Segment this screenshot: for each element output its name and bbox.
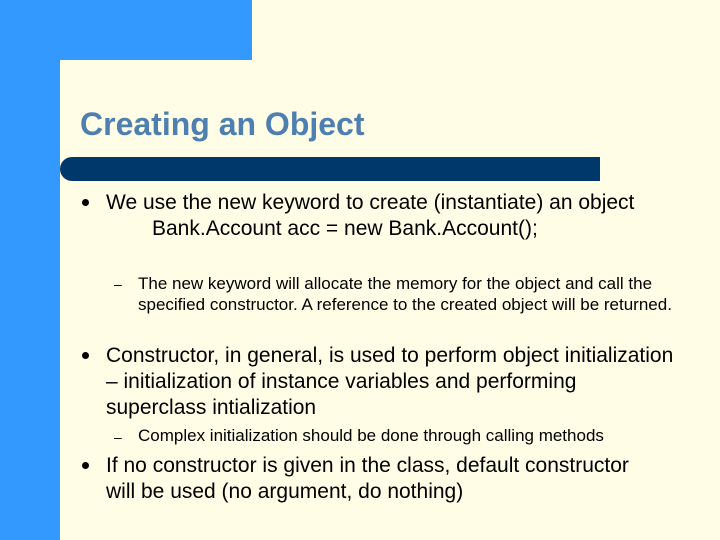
bullet-dot — [82, 199, 89, 206]
bullet-text-2: Constructor, in general, is used to perform object initialization – initialization of instance variables and performing superclass intialization — [106, 344, 674, 419]
bullet-dot — [82, 462, 89, 469]
code-example: Bank.Account acc = new Bank.Account(); — [152, 217, 538, 240]
bullet-dot — [82, 352, 89, 359]
sub-bullet-dash: – — [114, 276, 122, 292]
title-underline-bar — [60, 157, 600, 181]
sub-bullet-text-2: Complex initialization should be done through calling methods — [138, 426, 604, 445]
slide-title: Creating an Object — [80, 106, 365, 142]
bullet-text-1 — [106, 190, 696, 242]
left-sidebar-decoration — [0, 0, 60, 540]
bullet-1-text: We use the new keyword to create (instantiate) an object — [106, 191, 635, 214]
sub-bullet-text-1: The new keyword will allocate the memory for the object and call the specified constructor. A reference to the created object will be returned. — [138, 274, 672, 314]
sub-bullet-dash: – — [114, 429, 122, 445]
bullet-text-3: If no constructor is given in the class, default constructor will be used (no argument, do nothing) — [106, 454, 629, 503]
